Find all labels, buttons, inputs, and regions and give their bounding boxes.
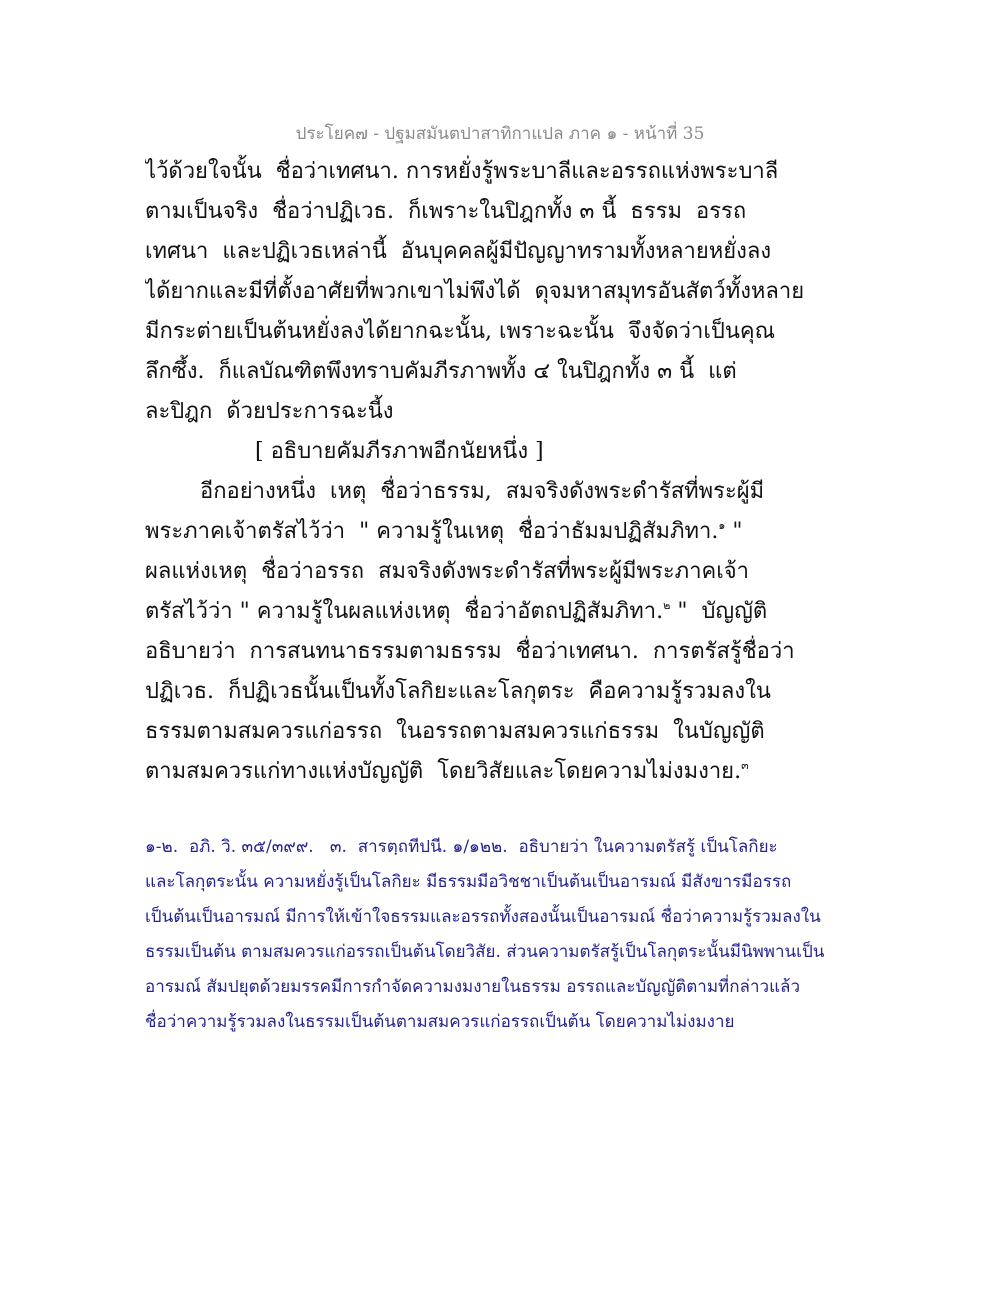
body-line: ไว้ด้วยใจนั้น ชื่อว่าเทศนา. การหยั่งรู้พระบาลีและอรรถแห่งพระบาลี: [145, 159, 779, 184]
footnote-line: เป็นต้นเป็นอารมณ์ มีการให้เข้าใจธรรมและอรรถทั้งสองนั้นเป็นอารมณ์ ชื่อว่าความรู้รวมลงใน: [145, 907, 821, 927]
body-line: ธรรมตามสมควรแก่อรรถ ในอรรถตามสมควรแก่ธรรม ในบัญญัติ: [145, 719, 765, 744]
footnotes: [145, 830, 965, 1040]
footnote-ref: ๓: [741, 759, 749, 772]
section-heading: [ อธิบายคัมภีรภาพอีกนัยหนึ่ง ]: [255, 439, 544, 464]
footnote-line: อารมณ์ สัมปยุตด้วยมรรคมีการกำจัดความงมงายในธรรม อรรถและบัญญัติตามที่กล่าวแล้ว: [145, 977, 800, 997]
footnote-line: ธรรมเป็นต้น ตามสมควรแก่อรรถเป็นต้นโดยวิสัย. ส่วนความตรัสรู้เป็นโลกุตระนั้นมีนิพพานเป็น: [145, 942, 825, 962]
body-line: [145, 752, 965, 792]
body-line: [145, 592, 965, 632]
body-line-text: ตามสมควรแก่ทางแห่งบัญญัติ โดยวิสัยและโดยความไม่งมงาย.: [145, 759, 742, 784]
body-line: ละปิฎก ด้วยประการฉะนี้ง: [145, 399, 394, 424]
body-line: เทศนา และปฏิเวธเหล่านี้ อันบุคคลผู้มีปัญญาทรามทั้งหลายหยั่งลง: [145, 239, 772, 264]
body-line-text: ตรัสไว้ว่า " ความรู้ในผลแห่งเหตุ ชื่อว่าอัตถปฏิสัมภิทา.: [145, 599, 664, 624]
footnote-line: และโลกุตระนั้น ความหยั่งรู้เป็นโลกิยะ มีธรรมมีอวิชชาเป็นต้นเป็นอารมณ์ มีสังขารมีอรรถ: [145, 872, 792, 892]
body-text: [145, 152, 965, 792]
body-line-text: ": [725, 519, 743, 544]
body-line: อีกอย่างหนึ่ง เหตุ ชื่อว่าธรรม, สมจริงดังพระดำรัสที่พระผู้มี: [200, 479, 765, 504]
body-line: ตามเป็นจริง ชื่อว่าปฏิเวธ. ก็เพราะในปิฎกทั้ง ๓ นี้ ธรรม อรรถ: [145, 199, 747, 224]
footnote-ref: ๒: [663, 599, 671, 612]
body-line-text: " บัญญัติ: [670, 599, 768, 624]
body-line: อธิบายว่า การสนทนาธรรมตามธรรม ชื่อว่าเทศนา. การตรัสรู้ชื่อว่า: [145, 639, 795, 664]
body-line: ปฏิเวธ. ก็ปฏิเวธนั้นเป็นทั้งโลกิยะและโลกุตระ คือความรู้รวมลงใน: [145, 679, 771, 704]
body-line: มีกระต่ายเป็นต้นหยั่งลงได้ยากฉะนั้น, เพราะฉะนั้น จึงจัดว่าเป็นคุณ: [145, 319, 776, 344]
body-line: ได้ยากและมีที่ตั้งอาศัยที่พวกเขาไม่พึงได้ ดุจมหาสมุทรอันสัตว์ทั้งหลาย: [145, 279, 805, 304]
footnote-line: ชื่อว่าความรู้รวมลงในธรรมเป็นต้นตามสมควรแก่อรรถเป็นต้น โดยความไม่งมงาย: [145, 1012, 735, 1032]
body-line-text: พระภาคเจ้าตรัสไว้ว่า " ความรู้ในเหตุ ชื่อว่าธัมมปฏิสัมภิทา.: [145, 519, 719, 544]
page-header: ประโยค๗ - ปฐมสมันตปาสาทิกาแปล ภาค ๑ - หน้าที่ 35: [295, 124, 705, 144]
body-line: ผลแห่งเหตุ ชื่อว่าอรรถ สมจริงดังพระดำรัสที่พระผู้มีพระภาคเจ้า: [145, 559, 750, 584]
footnote-line: ๑-๒. อภิ. วิ. ๓๕/๓๙๙. ๓. สารตฺถทีปนี. ๑/๑๒๒. อธิบายว่า ในความตรัสรู้ เป็นโลกิยะ: [145, 837, 778, 857]
body-line: ลึกซึ้ง. ก็แลบัณฑิตพึงทราบคัมภีรภาพทั้ง ๔ ในปิฎกทั้ง ๓ นี้ แต่: [145, 359, 737, 384]
body-line: [145, 512, 965, 552]
footnote-ref: ๑: [718, 519, 726, 532]
